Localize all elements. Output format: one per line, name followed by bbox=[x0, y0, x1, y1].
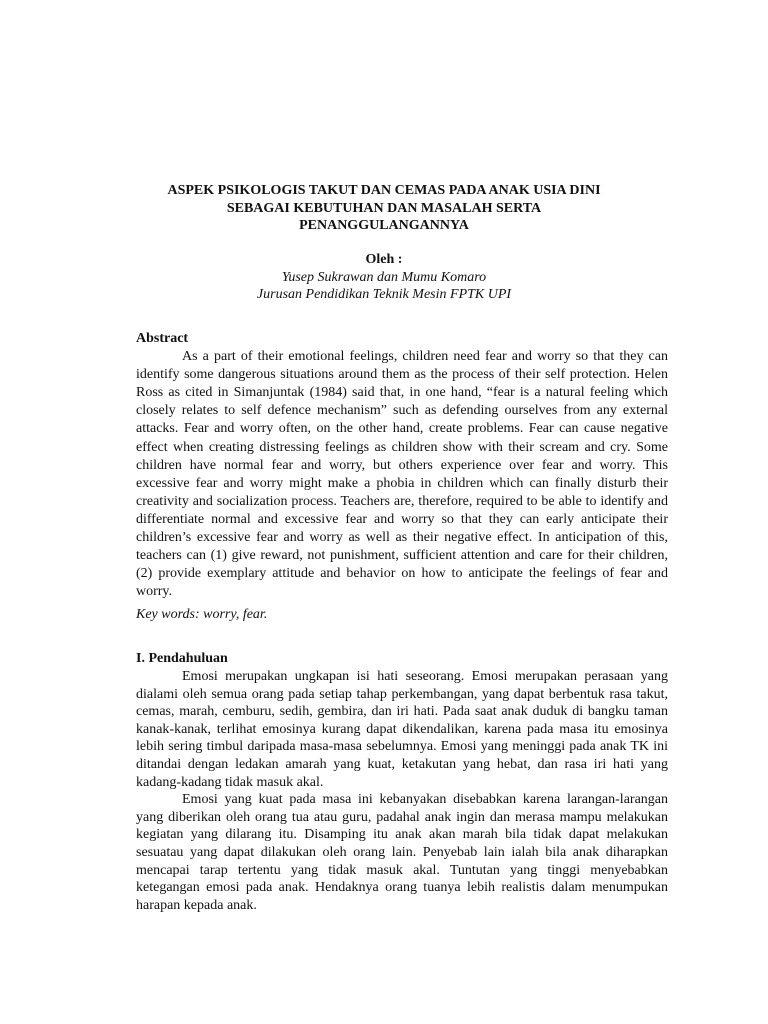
section-paragraph-1: Emosi merupakan ungkapan isi hati seseorang. Emosi merupakan perasaan yang dialami oleh semua orang pada setiap tahap perkembangan, yang dapat berbentuk rasa takut, cemas, marah, cemburu, sedih, gembira, dan iri hati. Pada saat anak duduk di bangku taman kanak-kanak, terlihat emosinya kurang dapat dikendalikan, karena pada masa itu emosinya lebih sering timbul daripada masa-masa sebelumnya. Emosi yang meninggi pada anak TK ini ditandai dengan ledakan amarah yang kuat, ketakutan yang hebat, dan rasa iri hati yang kadang-kadang tidak masuk akal. bbox=[136, 669, 668, 790]
section-heading: I. Pendahuluan bbox=[136, 651, 228, 666]
paper-title bbox=[100, 182, 668, 235]
oleh-label: Oleh : bbox=[365, 252, 403, 267]
affiliation: Jurusan Pendidikan Teknik Mesin FPTK UPI bbox=[256, 287, 512, 302]
abstract-paragraph: As a part of their emotional feelings, children need fear and worry so that they can identify some dangerous situations around them as the process of their self protection. Helen Ross as cited in Simanjuntak (1984) said that, in one hand, “fear is a natural feeling which closely relates to self defence mechanism” such as defending ourselves from any external attacks. Fear and worry often, on the other hand, create problems. Fear can cause negative effect when creating distressing feelings as children show with their scream and cry. Some children have normal fear and worry, but others experience over fear and worry. This excessive fear and worry might make a phobia in children which can finally disturb their creativity and socialization process. Teachers are, therefore, required to be able to identify and differentiate normal and excessive fear and worry so that they can early anticipate their children’s excessive fear and worry as well as their negative effect. In anticipation of this, teachers can (1) give reward, not punishment, sufficient attention and care for their children, (2) provide exemplary attitude and behavior on how to anticipate the feelings of fear and worry. bbox=[136, 349, 668, 600]
title-line-2: SEBAGAI KEBUTUHAN DAN MASALAH SERTA bbox=[226, 200, 542, 216]
abstract-section bbox=[136, 330, 668, 601]
byline bbox=[100, 251, 668, 304]
abstract-heading: Abstract bbox=[136, 331, 189, 346]
section-body bbox=[136, 668, 668, 914]
title-line-1: ASPEK PSIKOLOGIS TAKUT DAN CEMAS PADA ANAK USIA DINI bbox=[167, 183, 601, 198]
keywords: Key words: worry, fear. bbox=[136, 607, 268, 622]
section-pendahuluan bbox=[136, 650, 668, 914]
abstract-body bbox=[136, 348, 668, 601]
section-paragraph-2: Emosi yang kuat pada masa ini kebanyakan disebabkan karena larangan-larangan yang diberikan oleh orang tua atau guru, padahal anak ingin dan merasa mampu melakukan kegiatan yang dilarang itu. Disamping itu anak akan marah bila tidak dapat melakukan sesuatau yang dapat dilakukan oleh orang lain. Penyebab lain ialah bila anak diharapkan mencapai tarap tertentu yang tidak masuk akal. Tuntutan yang tinggi menyebabkan ketegangan emosi pada anak. Hendaknya orang tuanya lebih realistis dalam menumpukan harapan kepada anak. bbox=[136, 792, 668, 913]
authors: Yusep Sukrawan dan Mumu Komaro bbox=[281, 269, 487, 285]
title-line-3: PENANGGULANGANNYA bbox=[299, 218, 469, 233]
